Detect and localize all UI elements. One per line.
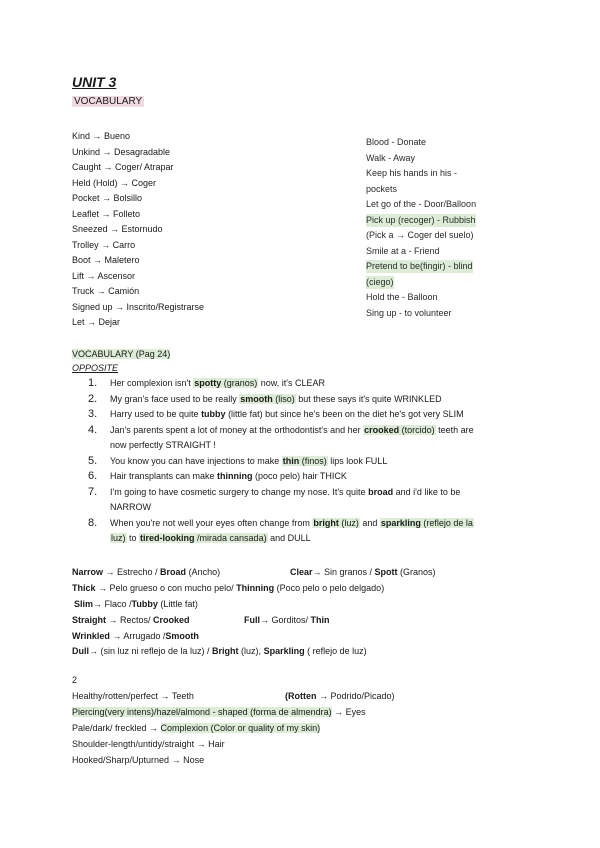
vocab-right-item: Hold the - Balloon xyxy=(366,292,438,302)
descriptor-row: (Rotten → Podrido/Picado) xyxy=(285,691,395,701)
vocab-left-item: Trolley → Carro xyxy=(72,239,136,250)
opposite-pair-row: Wrinkled → Arrugado /Smooth xyxy=(72,631,199,641)
vocab-left-item: Signed up → Inscrito/Registrarse xyxy=(72,301,205,312)
unit-title: UNIT 3 xyxy=(72,74,117,90)
vocab-left-item: Kind → Bueno xyxy=(72,131,131,141)
opposite-pair-row: Clear→ Sin granos / Spott (Granos) xyxy=(290,567,436,577)
vocab-left-item: Truck → Camión xyxy=(72,286,140,296)
opposite-pair-row: Full→ Gorditos/ Thin xyxy=(244,615,330,625)
vocab-right-item: Walk - Away xyxy=(366,152,416,163)
vocab-left-item: Pocket → Bolsillo xyxy=(72,193,143,203)
descriptor-row: Pale/dark/ freckled → Complexion (Color or quality of my skin) xyxy=(72,723,321,733)
vocab-right-item-highlighted: Pick up (recoger) - Rubbish xyxy=(366,214,476,225)
vocab-right-item: (Pick a → Coger del suelo) xyxy=(366,230,474,240)
vocab-right-item: Smile at a - Friend xyxy=(366,245,440,256)
list-item: 5. You know you can have injections to make thin (finos) lips look FULL xyxy=(88,454,388,467)
vocab-right-item: Let go of the - Door/Balloon xyxy=(366,199,477,209)
vocab-right-item: Keep his hands in his - xyxy=(366,168,458,178)
opposite-pair-row: Slim→ Flaco /Tubby (Little fat) xyxy=(74,599,198,609)
opposite-pair-row: Narrow → Estrecho / Broad (Ancho) xyxy=(72,567,221,577)
section-subheading-opposite: OPPOSITE xyxy=(72,363,119,373)
vocab-right-item-highlighted: (ciego) xyxy=(366,276,394,287)
opposite-pair-row: Dull→ (sin luz ni reflejo de la luz) / Bright (luz), Sparkling ( reflejo de luz) xyxy=(72,646,367,656)
descriptor-row: Healthy/rotten/perfect → Teeth xyxy=(72,691,194,701)
descriptor-row: Piercing(very intens)/hazel/almond - shaped (forma de almendra) → Eyes xyxy=(72,707,366,717)
vocab-left-item: Caught → Coger/ Atrapar xyxy=(72,162,174,172)
list-item: 2. My gran's face used to be really smooth (liso) but these says it's quite WRINKLED xyxy=(88,392,442,405)
opposite-pair-row: Straight → Rectos/ Crooked xyxy=(72,615,190,625)
list-item: 1. Her complexion isn't spotty (granos) now, it's CLEAR xyxy=(88,377,326,389)
vocab-right-item: Blood - Donate xyxy=(366,137,427,147)
list-item: 6. Hair transplants can make thinning (poco pelo) hair THICK xyxy=(88,470,347,482)
vocabulary-heading: VOCABULARY xyxy=(74,96,143,107)
section-number: 2 xyxy=(72,675,78,685)
list-item: 7. I'm going to have cosmetic surgery to change my nose. It's quite broad and i'd like to be NARROW xyxy=(88,485,461,512)
vocab-left-item: Sneezed → Estornudo xyxy=(72,224,163,234)
opposite-sentences-list xyxy=(88,376,528,547)
list-item: 3. Harry used to be quite tubby (little fat) but since he's been on the diet he's got very SLIM xyxy=(88,408,464,420)
list-item: 8. When you're not well your eyes often change from bright (luz) and sparkling (reflejo de la luz) to tired-looking /mirada cansada) and DULL xyxy=(88,516,473,543)
vocab-left-item: Lift → Ascensor xyxy=(72,270,136,281)
vocab-right-item-highlighted: Pretend to be(fingir) - blind xyxy=(366,261,473,271)
vocab-left-item: Leaflet → Folleto xyxy=(72,208,141,219)
descriptor-row: Hooked/Sharp/Upturned → Nose xyxy=(72,755,205,765)
descriptor-row: Shoulder-length/untidy/straight → Hair xyxy=(72,739,225,749)
vocab-right-item: Sing up - to volunteer xyxy=(366,307,452,318)
vocab-left-item: Held (Hold) → Coger xyxy=(72,177,157,188)
vocab-right-item: pockets xyxy=(366,183,398,194)
vocab-left-item: Let → Dejar xyxy=(72,317,121,327)
opposite-pair-row: Thick → Pelo grueso o con mucho pelo/ Thinning (Poco pelo o pelo delgado) xyxy=(72,583,385,593)
vocab-left-item: Boot → Maletero xyxy=(72,255,140,265)
section-heading-pag24: VOCABULARY (Pag 24) xyxy=(72,349,171,359)
vocab-left-item: Unkind → Desagradable xyxy=(72,146,171,157)
list-item: 4. Jan's parents spent a lot of money at the orthodontist's and her crooked (torcido) teeth are now perfectly STRAIGHT ! xyxy=(88,423,474,450)
